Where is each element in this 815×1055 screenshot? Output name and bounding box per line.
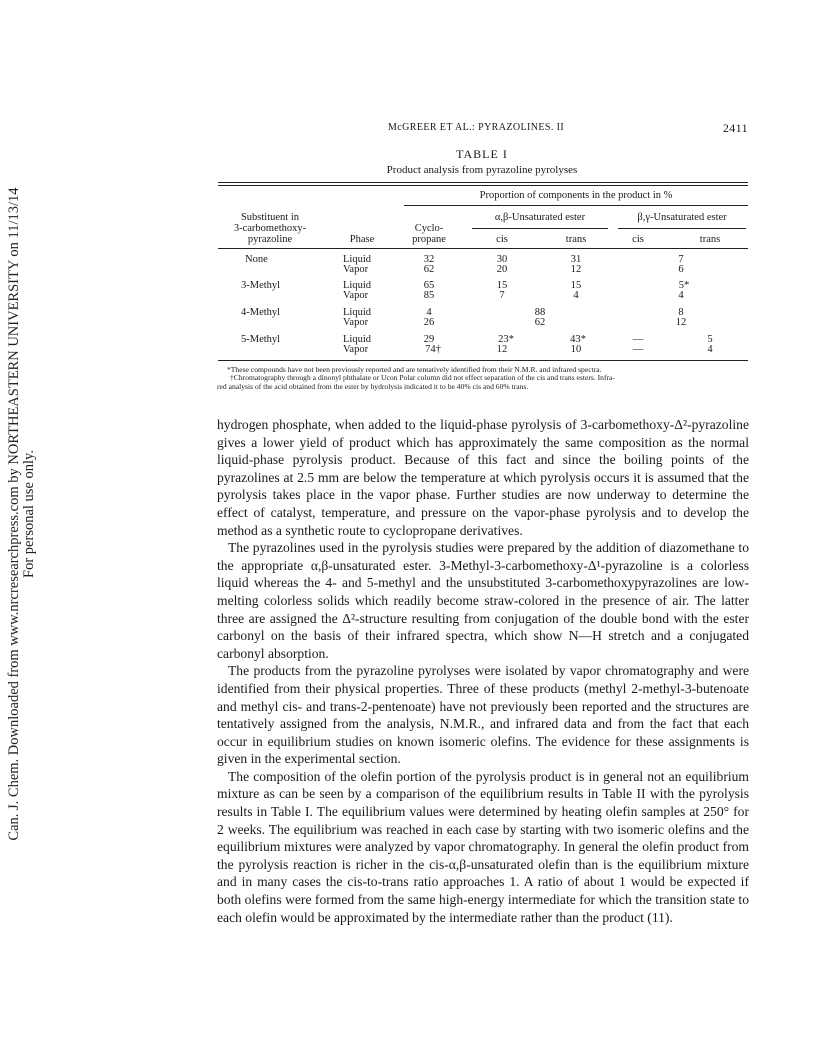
row-0-substituent: None [245, 254, 268, 265]
spanner-header: Proportion of components in the product in % [479, 190, 673, 201]
col-substituent-1: Substituent in [240, 212, 300, 223]
row-6-substituent: 5-Methyl [241, 334, 281, 345]
row-1-phase: Vapor [343, 264, 369, 275]
row-4-ab: 88 [534, 307, 546, 318]
row-6-bg-trans: 5 [707, 334, 713, 345]
row-4-cyclo: 4 [426, 307, 432, 318]
alpha-beta-header: α,β-Unsaturated ester [494, 212, 586, 223]
row-3-phase: Vapor [343, 290, 369, 301]
header-bottom-rule [218, 248, 748, 249]
row-0-ab-cis: 30 [496, 254, 508, 265]
row-2-bg: 5* [678, 280, 690, 291]
row-0-bg: 7 [678, 254, 684, 265]
col-substituent-2: 3-carbomethoxy- [233, 223, 307, 234]
row-2-cyclo: 65 [423, 280, 435, 291]
row-2-ab-cis: 15 [496, 280, 508, 291]
row-5-bg: 12 [675, 317, 687, 328]
row-7-phase: Vapor [343, 344, 369, 355]
page-header [216, 122, 748, 138]
row-6-ab-trans: 43* [570, 334, 586, 345]
row-6-phase: Liquid [343, 334, 371, 345]
row-7-ab-trans: 10 [570, 344, 582, 355]
table-bottom-rule [218, 360, 748, 361]
col-phase: Phase [349, 234, 375, 245]
watermark-line-1: Can. J. Chem. Downloaded from www.nrcresearchpress.com by NORTHEASTERN UNIVERSITY on 11/13/14 [6, 187, 22, 841]
table-footnotes [217, 365, 749, 391]
footnote-dagger: †Chromatography through a dinonyl phthalate or Ucon Polar column did not effect separation of the cis and trans esters. Infra- [230, 373, 615, 383]
row-4-bg: 8 [678, 307, 684, 318]
watermark-line-2: For personal use only. [21, 450, 37, 578]
body-text [217, 416, 749, 926]
beta-gamma-header: β,γ-Unsaturated ester [637, 212, 727, 223]
row-2-substituent: 3-Methyl [241, 280, 281, 291]
row-0-phase: Liquid [343, 254, 371, 265]
paragraph-1: hydrogen phosphate, when added to the liquid-phase pyrolysis of 3-carbomethoxy-Δ²-pyrazoline gives a lower yield of product which has approximately the same composition as the normal liquid-phase pyrolysis product. Because of this fact and since the boiling points of the pyrazolines at 2.5 mm are below the temperature at which pyrolysis occurs it is assumed that the pyrolysis takes place in the vapor phase. Further studies are now underway to determine the effect of catalyst, temperature, and pressure on the vapor-phase pyrolysis and to develop the method as a synthetic route to cyclopropane derivatives. [217, 417, 749, 538]
row-2-phase: Liquid [343, 280, 371, 291]
col-bg-trans: trans [699, 234, 721, 245]
table-top-rule-2 [218, 185, 748, 186]
footnote-star: *These compounds have not been previously reported and are tentatively identified from their N.M.R. and infrared spectra. [227, 365, 602, 374]
row-5-ab: 62 [534, 317, 546, 328]
row-3-ab-trans: 4 [573, 290, 579, 301]
row-7-ab-cis: 12 [496, 344, 508, 355]
running-title: McGREER ET AL.: PYRAZOLINES. II [388, 122, 565, 133]
page-number: 2411 [722, 121, 748, 135]
row-5-cyclo: 26 [423, 317, 435, 328]
row-4-phase: Liquid [343, 307, 371, 318]
row-3-ab-cis: 7 [499, 290, 505, 301]
col-cyclo-1: Cyclo- [414, 223, 444, 234]
footnote-dagger-cont: red analysis of the acid obtained from the ester by hydrolysis indicated it to be 40% cis and 60% trans. [217, 381, 529, 391]
row-7-bg-cis: — [632, 344, 644, 355]
row-1-bg: 6 [678, 264, 684, 275]
row-6-ab-cis: 23* [498, 334, 514, 345]
table-top-rule [218, 182, 748, 183]
row-7-bg-trans: 4 [707, 344, 713, 355]
row-5-phase: Vapor [343, 317, 369, 328]
row-3-bg: 4 [678, 290, 684, 301]
col-ab-trans: trans [565, 234, 587, 245]
col-ab-cis: cis [496, 234, 508, 245]
spanner-rule [404, 205, 748, 206]
col-substituent-3: pyrazoline [247, 234, 293, 245]
row-4-substituent: 4-Methyl [241, 307, 281, 318]
row-3-cyclo: 85 [423, 290, 435, 301]
table-title: TABLE I [456, 147, 508, 161]
paragraph-4: The composition of the olefin portion of the pyrolysis product is in general not an equilibrium mixture as can be seen by a comparison of the equilibrium results in Table II with the pyrolysis results in Table I. The equilibrium values were determined by heating olefin samples at 250° for 2 weeks. The equilibrium was reached in each case by starting with two isomeric olefins and the equilibrium mixtures were analyzed by vapor chromatography. In general the olefin product from the pyrolysis reaction is richer in the cis-α,β-unsaturated olefin than is the equilibrium mixture and in many cases the cis-to-trans ratio approaches 1. A ratio of about 1 would be expected if both olefins were formed from the same high-energy intermediate for which the transition state to each olefin would be approximated by the intermediate rather than the product (11). [217, 768, 749, 925]
col-cyclo-2: propane [412, 234, 446, 245]
col-bg-cis: cis [632, 234, 644, 245]
paragraph-3: The products from the pyrazoline pyrolyses were isolated by vapor chromatography and were identified from their physical properties. Three of these products (methyl 2-methyl-3-butenoate and methyl cis- and trans-2-pentenoate) have not previously been reported and the structures are tentatively assigned from the analysis, N.M.R., and infrared data and from the fact that each occur in equilibrium studies on known isomeric olefins. The evidence for these assignments is given in the experimental section. [217, 663, 749, 767]
row-6-cyclo: 29 [423, 334, 435, 345]
row-0-cyclo: 32 [423, 254, 435, 265]
row-1-ab-cis: 20 [496, 264, 508, 275]
row-1-ab-trans: 12 [570, 264, 582, 275]
download-watermark [0, 0, 44, 1055]
alpha-beta-rule [472, 228, 608, 229]
row-7-cyclo: 74† [425, 344, 441, 355]
beta-gamma-rule [618, 228, 746, 229]
row-0-ab-trans: 31 [570, 254, 582, 265]
row-2-ab-trans: 15 [570, 280, 582, 291]
row-1-cyclo: 62 [423, 264, 435, 275]
row-6-bg-cis: — [632, 334, 644, 345]
paragraph-2: The pyrazolines used in the pyrolysis studies were prepared by the addition of diazomethane to the appropriate α,β-unsaturated ester. 3-Methyl-3-carbomethoxy-Δ¹-pyrazoline is a colorless liquid whereas the 4- and 5-methyl and the unsubstituted 3-carbomethoxypyrazolines are low-melting colorless solids which readily become straw-colored in the presence of air. The latter three are assigned the Δ²-structure resulting from conjugation of the double bond with the ester carbonyl on the basis of their infrared spectra, which show N—H stretch and a conjugated carbonyl absorption. [217, 540, 749, 661]
table-caption: Product analysis from pyrazoline pyrolyses [386, 164, 578, 176]
